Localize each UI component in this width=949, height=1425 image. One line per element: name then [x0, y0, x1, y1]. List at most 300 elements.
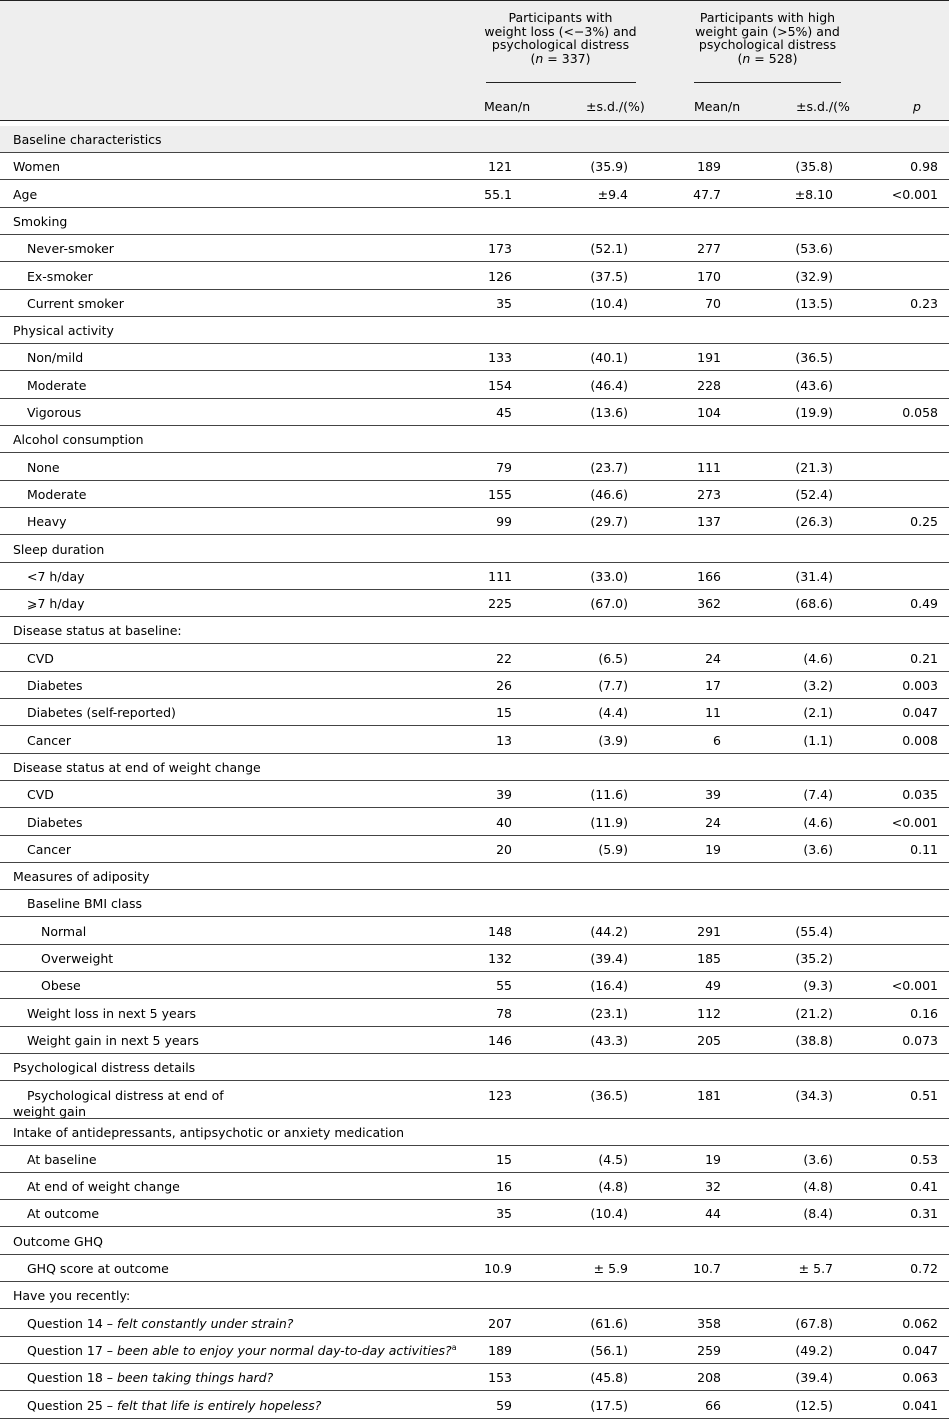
- table-row: [0, 1027, 949, 1054]
- row-label: [27, 1316, 293, 1331]
- mean1-cell: 55.1: [484, 186, 512, 202]
- p-value-cell: 0.16: [910, 1005, 938, 1021]
- mean2-cell: 10.7: [693, 1261, 721, 1276]
- group2-n-value: = 528): [750, 50, 798, 66]
- mean1-cell: 207: [488, 1315, 512, 1331]
- row-label: [27, 678, 83, 693]
- row-label-text: Question 25 –: [27, 1397, 117, 1413]
- mean2-cell: 66: [705, 1397, 721, 1413]
- table-row: [0, 1119, 949, 1146]
- row-label-text: Diabetes (self-reported): [27, 705, 176, 721]
- row-label-text: Obese: [41, 978, 81, 994]
- row-label: [27, 514, 67, 529]
- p-value-cell: <0.001: [891, 978, 938, 994]
- row-label-text: Age: [13, 186, 38, 202]
- mean2-cell: 273: [697, 486, 721, 502]
- table-row: [0, 536, 949, 563]
- sd1-cell: (17.5): [590, 1397, 628, 1413]
- sd1-cell: (36.5): [590, 1087, 628, 1103]
- row-label: [27, 1343, 457, 1358]
- mean2-cell: 189: [697, 159, 721, 175]
- row-label: [27, 487, 86, 502]
- sd2-cell: (3.2): [803, 678, 833, 693]
- p-value-cell: 0.49: [910, 596, 938, 612]
- p-value-cell: 0.53: [910, 1151, 938, 1167]
- mean2-cell: 362: [697, 596, 721, 612]
- p-value-cell: 0.72: [910, 1261, 938, 1276]
- row-label: [13, 760, 261, 775]
- table-row: [0, 153, 949, 180]
- sd1-cell: (39.4): [590, 951, 628, 966]
- table-row: [0, 781, 949, 808]
- mean2-cell: 191: [697, 350, 721, 366]
- sd2-cell: (9.3): [803, 978, 833, 994]
- table-row: [0, 126, 949, 153]
- row-label-text: ⩾7 h/day: [27, 596, 85, 612]
- sd2-cell: (53.6): [795, 241, 833, 257]
- mean2-cell: 358: [697, 1315, 721, 1331]
- row-label-text: Non/mild: [27, 350, 84, 366]
- row-label: [27, 460, 60, 475]
- sd2-cell: (26.3): [795, 514, 833, 530]
- table-row: [0, 317, 949, 344]
- sd2-cell: (34.3): [795, 1087, 833, 1103]
- mean1-cell: 111: [488, 568, 512, 584]
- table-row: [0, 290, 949, 317]
- row-label: [13, 187, 37, 202]
- sd2-cell: (1.1): [803, 732, 833, 748]
- mean2-cell: 181: [697, 1087, 721, 1103]
- row-label-text: CVD: [27, 787, 54, 803]
- mean1-cell: 59: [496, 1397, 512, 1413]
- sd2-cell: ±8.10: [794, 186, 833, 202]
- sd1-cell: (4.8): [598, 1179, 628, 1195]
- row-label: [27, 651, 54, 666]
- group2-n-label: n: [742, 50, 751, 66]
- row-label-text: Ex-smoker: [27, 268, 93, 284]
- row-label-text: Weight loss in next 5 years: [27, 1005, 197, 1021]
- mean1-cell: 148: [488, 923, 512, 939]
- row-label-text: Outcome GHQ: [13, 1233, 103, 1249]
- sd2-cell: (21.2): [795, 1005, 833, 1021]
- mean2-cell: 11: [705, 705, 721, 721]
- mean2-cell: 19: [705, 841, 721, 857]
- mean2-cell: 104: [697, 405, 721, 420]
- sd1-cell: (3.9): [598, 732, 628, 748]
- table-row: [0, 263, 949, 290]
- row-label-text: Sleep duration: [13, 541, 105, 557]
- row-label: [27, 815, 83, 830]
- mean2-cell: 19: [705, 1151, 721, 1167]
- mean1-cell: 15: [496, 705, 512, 721]
- group2-n: (n = 528): [737, 50, 798, 66]
- sd1-cell: (10.4): [590, 295, 628, 311]
- p-value-cell: 0.041: [902, 1397, 938, 1413]
- row-label-text: Diabetes: [27, 678, 83, 693]
- group2-line2: weight gain (>5%) and: [695, 23, 840, 39]
- row-label: [41, 924, 86, 939]
- mean2-cell: 228: [697, 377, 721, 393]
- sd1-cell: (7.7): [598, 678, 628, 693]
- sd2-cell: (67.8): [795, 1315, 833, 1331]
- sd1-cell: (52.1): [590, 241, 628, 257]
- mean1-cell: 133: [488, 350, 512, 366]
- mean1-cell: 79: [496, 459, 512, 475]
- sd1-cell: (23.7): [590, 459, 628, 475]
- sd2-cell: (43.6): [795, 377, 833, 393]
- row-label: [13, 1125, 404, 1140]
- row-label: [27, 896, 142, 911]
- sd1-cell: (16.4): [590, 978, 628, 994]
- sd1-cell: (29.7): [590, 514, 628, 530]
- table-row: [0, 426, 949, 453]
- p-value-cell: 0.073: [902, 1032, 938, 1048]
- row-label-text: Cancer: [27, 732, 72, 748]
- p-value-cell: 0.98: [910, 159, 938, 175]
- mean1-cell: 99: [496, 514, 512, 530]
- sd1-cell: (43.3): [590, 1032, 628, 1048]
- table-row: [0, 672, 949, 699]
- p-value-cell: 0.41: [910, 1179, 938, 1195]
- sd1-cell: (44.2): [590, 923, 628, 939]
- row-label-text: GHQ score at outcome: [27, 1261, 169, 1276]
- table-row: [0, 1392, 949, 1419]
- mean2-cell: 170: [697, 268, 721, 284]
- sd2-cell: (3.6): [803, 1151, 833, 1167]
- sd2-cell: (4.8): [803, 1179, 833, 1195]
- p-value-cell: 0.51: [910, 1087, 938, 1103]
- sd1-cell: (33.0): [590, 568, 628, 584]
- sd2-cell: (49.2): [795, 1342, 833, 1358]
- mean1-cell: 22: [496, 650, 512, 666]
- sd2-cell: (19.9): [795, 405, 833, 420]
- p-value-cell: <0.001: [891, 186, 938, 202]
- mean2-cell: 49: [705, 978, 721, 994]
- mean1-cell: 173: [488, 241, 512, 257]
- table-row: [0, 699, 949, 726]
- sd2-cell: (4.6): [803, 814, 833, 830]
- row-label-text: Cancer: [27, 841, 72, 857]
- group1-n-label: n: [535, 50, 544, 66]
- question-text: been able to enjoy your normal day-to-day activities?: [116, 1343, 452, 1359]
- sd2-cell: ± 5.7: [798, 1261, 833, 1276]
- table-row: [0, 590, 949, 617]
- mean1-cell: 35: [496, 1206, 512, 1222]
- group1-header: [478, 11, 643, 65]
- row-label-text: Question 18 –: [27, 1370, 117, 1386]
- question-text: been taking things hard?: [116, 1370, 274, 1386]
- group2-line3: psychological distress: [698, 37, 837, 52]
- row-label: [27, 1398, 321, 1413]
- sd1-cell: (46.6): [590, 486, 628, 502]
- p-value-cell: 0.11: [910, 841, 938, 857]
- col-header-sd2: ±s.d./(%: [796, 99, 850, 114]
- row-label: [27, 1206, 99, 1221]
- mean1-cell: 154: [488, 377, 512, 393]
- footnote-marker: a: [451, 1342, 457, 1352]
- table-row: [0, 563, 949, 590]
- row-label-text: Never-smoker: [27, 241, 114, 257]
- row-label: [27, 405, 81, 420]
- sd2-cell: (35.2): [795, 951, 833, 966]
- mean2-cell: 291: [697, 923, 721, 939]
- row-label: [27, 787, 54, 802]
- mean2-cell: 44: [705, 1206, 721, 1222]
- mean1-cell: 121: [488, 159, 512, 175]
- row-label: [27, 296, 124, 311]
- sd1-cell: ±9.4: [597, 186, 628, 202]
- sd1-cell: (13.6): [590, 405, 628, 420]
- row-label-text: Disease status at baseline:: [13, 623, 182, 639]
- row-label-text: Question 17 –: [27, 1343, 117, 1359]
- table-row: [0, 235, 949, 262]
- row-label: [27, 705, 176, 720]
- row-label: [13, 132, 162, 147]
- mean1-cell: 20: [496, 841, 512, 857]
- mean1-cell: 153: [488, 1370, 512, 1386]
- sd2-cell: (2.1): [803, 705, 833, 721]
- sd1-cell: (5.9): [598, 841, 628, 857]
- table-row: [0, 836, 949, 863]
- mean2-cell: 166: [697, 568, 721, 584]
- table-row: [0, 1337, 949, 1364]
- p-value-cell: 0.047: [902, 705, 938, 721]
- sd1-cell: (40.1): [590, 350, 628, 366]
- sd1-cell: (46.4): [590, 377, 628, 393]
- table-row: [0, 1200, 949, 1227]
- group1-line3: psychological distress: [491, 37, 630, 52]
- row-label-text: Smoking: [13, 213, 68, 229]
- table-row: [0, 727, 949, 754]
- mean1-cell: 15: [496, 1151, 512, 1167]
- table-row: [0, 508, 949, 535]
- row-label-text: Question 14 –: [27, 1315, 117, 1331]
- sd2-cell: (13.5): [795, 295, 833, 311]
- sd1-cell: (6.5): [598, 650, 628, 666]
- p-value-cell: 0.062: [902, 1315, 938, 1331]
- row-label: [13, 1234, 103, 1249]
- row-label: [27, 1261, 169, 1276]
- table-row: [0, 645, 949, 672]
- table-row: [0, 1173, 949, 1200]
- sd1-cell: (37.5): [590, 268, 628, 284]
- row-label-text: Moderate: [27, 486, 87, 502]
- sd2-cell: (3.6): [803, 841, 833, 857]
- p-value-cell: 0.25: [910, 514, 938, 530]
- row-label-text: Psychological distress details: [13, 1060, 196, 1076]
- row-label-text: Overweight: [41, 951, 114, 966]
- mean1-cell: 132: [488, 951, 512, 966]
- p-value-cell: 0.058: [902, 405, 938, 420]
- sd1-cell: (11.9): [590, 814, 628, 830]
- sd1-cell: (61.6): [590, 1315, 628, 1331]
- group2-rule: [694, 82, 841, 83]
- mean2-cell: 47.7: [693, 186, 721, 202]
- sd2-cell: (31.4): [795, 568, 833, 584]
- table-row: [0, 863, 949, 890]
- mean2-cell: 259: [697, 1342, 721, 1358]
- mean1-cell: 45: [496, 405, 512, 420]
- table-row: [0, 754, 949, 781]
- p-value-cell: 0.008: [902, 732, 938, 748]
- row-label-text: Weight gain in next 5 years: [27, 1032, 199, 1048]
- table-row: [0, 1146, 949, 1173]
- mean1-cell: 55: [496, 978, 512, 994]
- table-row: [0, 890, 949, 917]
- row-label-text: Intake of antidepressants, antipsychotic or anxiety medication: [13, 1124, 405, 1140]
- row-label: [27, 350, 83, 365]
- row-label-text: Moderate: [27, 377, 87, 393]
- group1-rule: [486, 82, 636, 83]
- question-text: felt constantly under strain?: [116, 1315, 294, 1331]
- mean1-cell: 10.9: [484, 1261, 512, 1276]
- row-label: [13, 1060, 195, 1075]
- table-row: [0, 918, 949, 945]
- row-label-text: At outcome: [27, 1206, 100, 1222]
- mean1-cell: 189: [488, 1342, 512, 1358]
- sd2-cell: (52.4): [795, 486, 833, 502]
- sd1-cell: (4.5): [598, 1151, 628, 1167]
- mean2-cell: 277: [697, 241, 721, 257]
- table-row: [0, 972, 949, 999]
- row-label-text: Current smoker: [27, 295, 124, 311]
- row-label: [27, 842, 71, 857]
- table-row: [0, 809, 949, 836]
- table-row: [0, 1082, 949, 1119]
- sd2-cell: (4.6): [803, 650, 833, 666]
- row-label: [27, 241, 114, 256]
- sd1-cell: (67.0): [590, 596, 628, 612]
- p-value-cell: 0.003: [902, 678, 938, 693]
- row-label: [41, 951, 113, 966]
- row-label-text: Physical activity: [13, 323, 114, 339]
- mean1-cell: 225: [488, 596, 512, 612]
- mean1-cell: 40: [496, 814, 512, 830]
- col-header-mean1: Mean/n: [484, 99, 531, 114]
- row-label-text: CVD: [27, 650, 54, 666]
- row-label-text: Normal: [41, 923, 87, 939]
- mean1-cell: 39: [496, 787, 512, 803]
- col-header-p: p: [913, 99, 921, 114]
- mean2-cell: 24: [705, 650, 721, 666]
- table-row: [0, 208, 949, 235]
- table-row: [0, 945, 949, 972]
- mean2-cell: 111: [697, 459, 721, 475]
- group1-n-value: = 337): [543, 50, 591, 66]
- sd1-cell: (35.9): [590, 159, 628, 175]
- p-value-cell: 0.047: [902, 1342, 938, 1358]
- row-label: [13, 432, 144, 447]
- table-row: [0, 372, 949, 399]
- mean1-cell: 78: [496, 1005, 512, 1021]
- col-header-mean2: Mean/n: [694, 99, 741, 114]
- row-label-text: Alcohol consumption: [13, 432, 144, 448]
- row-label: [13, 323, 114, 338]
- row-label: [13, 1288, 130, 1303]
- row-label-text: Psychological distress at end of: [27, 1087, 224, 1103]
- mean1-cell: 123: [488, 1087, 512, 1103]
- sd1-cell: (45.8): [590, 1370, 628, 1386]
- row-label: [27, 733, 71, 748]
- row-label-text: At end of weight change: [27, 1179, 180, 1195]
- p-value-cell: 0.063: [902, 1370, 938, 1386]
- sd2-cell: (21.3): [795, 459, 833, 475]
- p-value-cell: 0.31: [910, 1206, 938, 1222]
- mean1-cell: 16: [496, 1179, 512, 1195]
- sd2-cell: (12.5): [795, 1397, 833, 1413]
- row-label-text: <7 h/day: [27, 568, 85, 584]
- row-label-text: Vigorous: [27, 405, 82, 420]
- row-label: [41, 978, 81, 993]
- mean2-cell: 24: [705, 814, 721, 830]
- row-label-text: Baseline characteristics: [13, 132, 162, 147]
- group2-header: [686, 11, 849, 65]
- sd2-cell: (8.4): [803, 1206, 833, 1222]
- mean1-cell: 13: [496, 732, 512, 748]
- row-label: [13, 869, 150, 884]
- sd2-cell: (55.4): [795, 923, 833, 939]
- row-label: [27, 1006, 196, 1021]
- sd2-cell: (38.8): [795, 1032, 833, 1048]
- mean2-cell: 112: [697, 1005, 721, 1021]
- p-value-cell: 0.035: [902, 787, 938, 803]
- row-label: [27, 1033, 199, 1048]
- sd2-cell: (32.9): [795, 268, 833, 284]
- mean2-cell: 208: [697, 1370, 721, 1386]
- mean2-cell: 32: [705, 1179, 721, 1195]
- row-label-text: Disease status at end of weight change: [13, 759, 261, 775]
- mean2-cell: 39: [705, 787, 721, 803]
- question-text: felt that life is entirely hopeless?: [116, 1397, 322, 1413]
- table-header: [0, 0, 949, 121]
- mean2-cell: 185: [697, 951, 721, 966]
- row-label: [27, 269, 93, 284]
- table-row: [0, 454, 949, 481]
- p-value-cell: 0.21: [910, 650, 938, 666]
- row-label-text: At baseline: [27, 1151, 97, 1167]
- sd1-cell: (23.1): [590, 1005, 628, 1021]
- row-label-text: Have you recently:: [13, 1288, 131, 1304]
- row-label: [13, 542, 104, 557]
- table-row: [0, 181, 949, 208]
- row-label-text: Baseline BMI class: [27, 896, 143, 912]
- row-label: [13, 214, 67, 229]
- row-label: [13, 159, 60, 174]
- sd2-cell: (35.8): [795, 159, 833, 175]
- sd2-cell: (68.6): [795, 596, 833, 612]
- sd1-cell: (56.1): [590, 1342, 628, 1358]
- table-row: [0, 344, 949, 371]
- table-row: [0, 1364, 949, 1391]
- row-label: [13, 1087, 224, 1120]
- table-row: [0, 1310, 949, 1337]
- row-label: [27, 1152, 97, 1167]
- mean2-cell: 70: [705, 295, 721, 311]
- p-value-cell: <0.001: [891, 814, 938, 830]
- table-row: [0, 1054, 949, 1081]
- table-row: [0, 1255, 949, 1282]
- row-label-text: None: [27, 459, 60, 475]
- sd1-cell: (11.6): [590, 787, 628, 803]
- row-label-text: Diabetes: [27, 814, 83, 830]
- mean1-cell: 146: [488, 1032, 512, 1048]
- p-value-cell: 0.23: [910, 295, 938, 311]
- sd2-cell: (39.4): [795, 1370, 833, 1386]
- col-header-sd1: ±s.d./(%): [586, 99, 645, 114]
- table-row: [0, 399, 949, 426]
- mean1-cell: 26: [496, 678, 512, 693]
- row-label-text: Measures of adiposity: [13, 869, 150, 885]
